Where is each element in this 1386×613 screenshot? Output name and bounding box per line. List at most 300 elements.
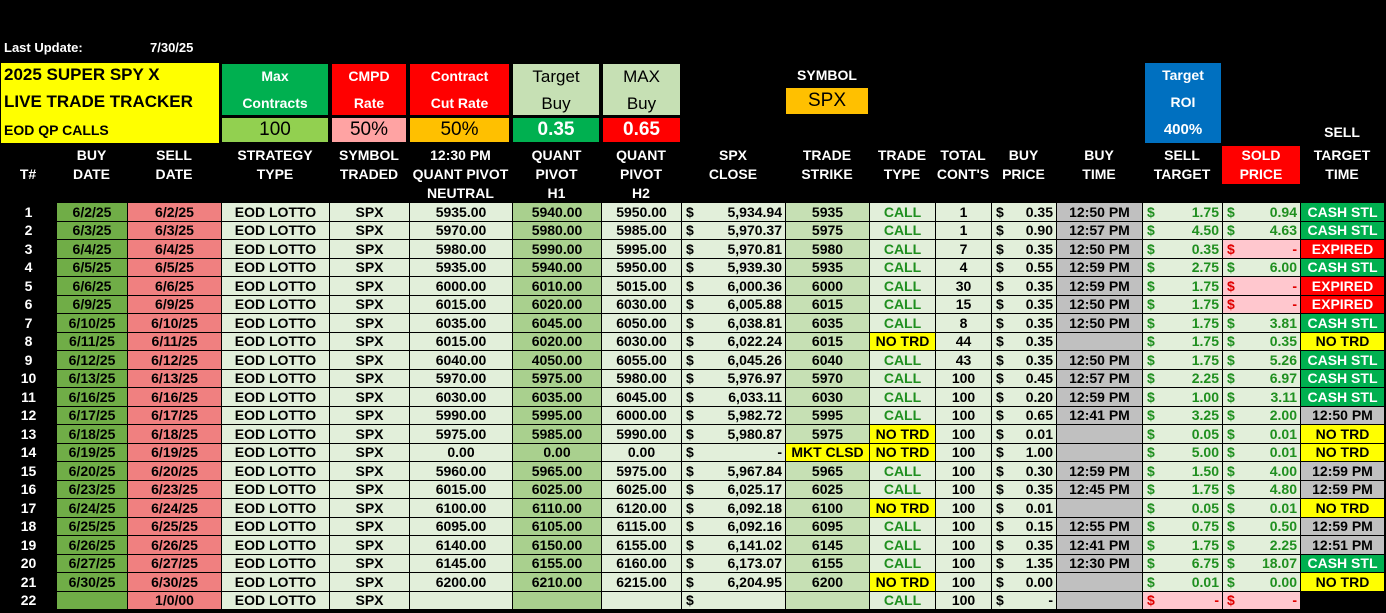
- cell-buy-price: $ 0.45: [992, 369, 1057, 388]
- col-header-buy-price: BUY PRICE: [1002, 147, 1045, 182]
- table-row: [1, 388, 1385, 407]
- cell-pivot-h1: 5940.00: [513, 203, 602, 222]
- cell-neutral: 5975.00: [410, 425, 513, 444]
- cell-total-conts: 4: [936, 258, 992, 277]
- cell-sold-price: $ 18.07: [1223, 554, 1301, 573]
- cell-sold-price: $ 2.00: [1223, 406, 1301, 425]
- cell-sell-target: $ 1.00: [1143, 388, 1223, 407]
- cell-tnum: 20: [1, 554, 57, 573]
- target-roi-label2: ROI: [1170, 94, 1196, 110]
- cell-pivot-h2: 5990.00: [602, 425, 682, 444]
- cell-pivot-h1: 6010.00: [513, 277, 602, 296]
- cell-symbol: SPX: [330, 369, 410, 388]
- cell-sell-date: 6/10/25: [128, 314, 222, 333]
- cell-target-time: CASH STL: [1301, 203, 1385, 222]
- cell-sell-target: $ -: [1143, 591, 1223, 610]
- col-header-buy-time: BUY TIME: [1082, 147, 1116, 182]
- cell-sell-date: 6/24/25: [128, 499, 222, 518]
- cell-buy-time: 12:30 PM: [1057, 554, 1143, 573]
- cell-pivot-h2: 5980.00: [602, 369, 682, 388]
- col-header-sold-price: SOLD PRICE: [1239, 147, 1283, 182]
- cell-trade-type: CALL: [870, 203, 936, 222]
- cmpd-rate-value: 50%: [331, 117, 407, 143]
- cell-trade-type: NO TRD: [870, 332, 936, 351]
- tracker-title-line3: EOD QP CALLS: [4, 122, 109, 138]
- cell-pivot-h1: 5985.00: [513, 425, 602, 444]
- cell-target-time: EXPIRED: [1301, 240, 1385, 259]
- cell-spx-close: $ 6,025.17: [682, 480, 786, 499]
- cell-pivot-h1: 4050.00: [513, 351, 602, 370]
- cell-trade-type: CALL: [870, 369, 936, 388]
- cell-buy-time: [1057, 591, 1143, 610]
- cell-buy-date: 6/19/25: [57, 443, 128, 462]
- table-row: [1, 443, 1385, 462]
- cell-spx-close: $ 5,980.87: [682, 425, 786, 444]
- cell-strike: 6145: [786, 536, 870, 555]
- cell-sell-target: $ 6.75: [1143, 554, 1223, 573]
- cell-pivot-h2: 6160.00: [602, 554, 682, 573]
- cell-buy-price: $ 0.35: [992, 314, 1057, 333]
- cell-sell-target: $ 0.05: [1143, 499, 1223, 518]
- cell-target-time: NO TRD: [1301, 499, 1385, 518]
- cell-strategy: EOD LOTTO: [222, 443, 330, 462]
- cell-buy-date: 6/17/25: [57, 406, 128, 425]
- cell-total-conts: 100: [936, 369, 992, 388]
- cell-pivot-h1: 0.00: [513, 443, 602, 462]
- cell-trade-type: NO TRD: [870, 573, 936, 592]
- cell-strike: 5995: [786, 406, 870, 425]
- symbol-value: SPX: [785, 87, 869, 115]
- cell-neutral: 5970.00: [410, 221, 513, 240]
- cell-neutral: 6015.00: [410, 332, 513, 351]
- col-header-sell-target: SELL TARGET: [1153, 147, 1211, 182]
- cell-trade-type: CALL: [870, 277, 936, 296]
- cell-sell-target: $ 1.75: [1143, 536, 1223, 555]
- cell-strike: 6025: [786, 480, 870, 499]
- cell-sold-price: $ 0.01: [1223, 443, 1301, 462]
- cell-sell-date: 6/4/25: [128, 240, 222, 259]
- cell-strategy: EOD LOTTO: [222, 369, 330, 388]
- cell-buy-price: $ 0.35: [992, 536, 1057, 555]
- cell-sell-date: 1/0/00: [128, 591, 222, 610]
- cell-strategy: EOD LOTTO: [222, 425, 330, 444]
- cell-buy-time: 12:59 PM: [1057, 388, 1143, 407]
- cell-sell-target: $ 1.50: [1143, 462, 1223, 481]
- cell-tnum: 2: [1, 221, 57, 240]
- cell-buy-time: 12:50 PM: [1057, 240, 1143, 259]
- cell-strike: 6200: [786, 573, 870, 592]
- cell-sell-date: 6/13/25: [128, 369, 222, 388]
- cell-strategy: EOD LOTTO: [222, 499, 330, 518]
- cell-sell-target: $ 3.25: [1143, 406, 1223, 425]
- cell-sell-target: $ 1.75: [1143, 277, 1223, 296]
- cell-sell-date: 6/20/25: [128, 462, 222, 481]
- cell-sold-price: $ -: [1223, 295, 1301, 314]
- cmpd-rate-label: CMPD Rate: [331, 63, 407, 116]
- cell-strike: 5975: [786, 425, 870, 444]
- cell-symbol: SPX: [330, 536, 410, 555]
- cell-buy-time: 12:59 PM: [1057, 462, 1143, 481]
- col-header-sell-date: SELL DATE: [155, 147, 193, 182]
- cell-sold-price: $ 4.00: [1223, 462, 1301, 481]
- cell-sell-date: 6/16/25: [128, 388, 222, 407]
- cell-trade-type: CALL: [870, 554, 936, 573]
- cell-buy-price: $ 0.01: [992, 425, 1057, 444]
- cell-trade-type: CALL: [870, 295, 936, 314]
- cell-pivot-h2: 5015.00: [602, 277, 682, 296]
- cell-sold-price: $ 0.01: [1223, 499, 1301, 518]
- cell-symbol: SPX: [330, 480, 410, 499]
- cell-tnum: 8: [1, 332, 57, 351]
- cell-neutral: 6145.00: [410, 554, 513, 573]
- cell-total-conts: 100: [936, 591, 992, 610]
- cell-tnum: 17: [1, 499, 57, 518]
- cell-sell-target: $ 5.00: [1143, 443, 1223, 462]
- cell-strategy: EOD LOTTO: [222, 554, 330, 573]
- cell-spx-close: $ 6,033.11: [682, 388, 786, 407]
- target-buy-label: Target Buy: [512, 63, 600, 116]
- cell-tnum: 13: [1, 425, 57, 444]
- cell-sold-price: $ 6.97: [1223, 369, 1301, 388]
- cell-sell-date: 6/11/25: [128, 332, 222, 351]
- cell-tnum: 6: [1, 295, 57, 314]
- cell-sell-target: $ 2.25: [1143, 369, 1223, 388]
- cell-pivot-h1: 6105.00: [513, 517, 602, 536]
- cell-trade-type: NO TRD: [870, 443, 936, 462]
- cell-symbol: SPX: [330, 277, 410, 296]
- cell-spx-close: $ 6,141.02: [682, 536, 786, 555]
- cell-symbol: SPX: [330, 332, 410, 351]
- cell-pivot-h2: 6000.00: [602, 406, 682, 425]
- cell-sold-price: $ 3.81: [1223, 314, 1301, 333]
- cell-total-conts: 100: [936, 536, 992, 555]
- table-row: [1, 240, 1385, 259]
- cell-spx-close: $ 5,976.97: [682, 369, 786, 388]
- cell-trade-type: CALL: [870, 388, 936, 407]
- cell-tnum: 11: [1, 388, 57, 407]
- cell-buy-date: 6/24/25: [57, 499, 128, 518]
- cell-buy-price: $ 0.35: [992, 277, 1057, 296]
- cell-total-conts: 100: [936, 425, 992, 444]
- col-header-tnum: T#: [19, 166, 37, 182]
- cell-pivot-h1: 5940.00: [513, 258, 602, 277]
- cell-target-time: NO TRD: [1301, 443, 1385, 462]
- cell-buy-time: [1057, 443, 1143, 462]
- cell-strategy: EOD LOTTO: [222, 462, 330, 481]
- cell-pivot-h2: 5950.00: [602, 258, 682, 277]
- table-row: [1, 314, 1385, 333]
- table-row: [1, 536, 1385, 555]
- cell-strike: 5935: [786, 258, 870, 277]
- cell-strike: 5970: [786, 369, 870, 388]
- table-row: [1, 369, 1385, 388]
- cell-strategy: EOD LOTTO: [222, 295, 330, 314]
- cell-buy-date: 6/27/25: [57, 554, 128, 573]
- cell-sell-target: $ 1.75: [1143, 203, 1223, 222]
- cell-target-time: CASH STL: [1301, 388, 1385, 407]
- cell-tnum: 14: [1, 443, 57, 462]
- cell-sell-date: 6/30/25: [128, 573, 222, 592]
- cell-strike: 6155: [786, 554, 870, 573]
- cell-strategy: EOD LOTTO: [222, 221, 330, 240]
- cell-neutral: 5960.00: [410, 462, 513, 481]
- cell-sell-date: 6/27/25: [128, 554, 222, 573]
- cell-spx-close: $ 5,982.72: [682, 406, 786, 425]
- cell-trade-type: CALL: [870, 351, 936, 370]
- cell-buy-price: $ 0.35: [992, 351, 1057, 370]
- cell-strategy: EOD LOTTO: [222, 314, 330, 333]
- table-row: [1, 295, 1385, 314]
- cell-neutral: 6140.00: [410, 536, 513, 555]
- cell-buy-date: 6/18/25: [57, 425, 128, 444]
- cell-pivot-h2: 6115.00: [602, 517, 682, 536]
- cell-trade-type: CALL: [870, 240, 936, 259]
- max-buy-value: 0.65: [602, 117, 681, 143]
- table-row: [1, 406, 1385, 425]
- cell-spx-close: $ 5,967.84: [682, 462, 786, 481]
- cell-pivot-h2: 5995.00: [602, 240, 682, 259]
- cell-tnum: 4: [1, 258, 57, 277]
- cell-spx-close: $ 6,092.16: [682, 517, 786, 536]
- cell-neutral: 5970.00: [410, 369, 513, 388]
- cell-pivot-h1: [513, 591, 602, 610]
- cell-pivot-h2: 6030.00: [602, 332, 682, 351]
- cell-trade-type: CALL: [870, 462, 936, 481]
- cell-buy-price: $ 0.65: [992, 406, 1057, 425]
- table-row: [1, 480, 1385, 499]
- cell-sell-target: $ 0.01: [1143, 573, 1223, 592]
- cell-spx-close: $ -: [682, 443, 786, 462]
- symbol-label: SYMBOL: [797, 67, 857, 83]
- cell-pivot-h1: 6110.00: [513, 499, 602, 518]
- cell-trade-type: CALL: [870, 221, 936, 240]
- cell-sell-date: 6/17/25: [128, 406, 222, 425]
- col-header-strike: TRADE STRIKE: [801, 147, 853, 182]
- cell-buy-time: 12:57 PM: [1057, 221, 1143, 240]
- cell-neutral: 6200.00: [410, 573, 513, 592]
- table-row: [1, 517, 1385, 536]
- cell-buy-time: 12:59 PM: [1057, 277, 1143, 296]
- cell-tnum: 5: [1, 277, 57, 296]
- cell-strike: 6040: [786, 351, 870, 370]
- cut-rate-value: 50%: [409, 117, 510, 143]
- cell-buy-time: [1057, 425, 1143, 444]
- cell-sell-date: 6/9/25: [128, 295, 222, 314]
- cell-spx-close: $ 6,173.07: [682, 554, 786, 573]
- cell-target-time: 12:59 PM: [1301, 480, 1385, 499]
- cell-strike: 6030: [786, 388, 870, 407]
- cell-target-time: CASH STL: [1301, 314, 1385, 333]
- cell-total-conts: 100: [936, 554, 992, 573]
- cell-strategy: EOD LOTTO: [222, 332, 330, 351]
- cell-trade-type: CALL: [870, 517, 936, 536]
- table-row: [1, 554, 1385, 573]
- cell-tnum: 10: [1, 369, 57, 388]
- target-buy-value: 0.35: [512, 117, 600, 143]
- cell-pivot-h1: 5980.00: [513, 221, 602, 240]
- cell-symbol: SPX: [330, 351, 410, 370]
- cell-buy-price: $ 1.35: [992, 554, 1057, 573]
- cell-total-conts: 100: [936, 462, 992, 481]
- table-row: [1, 332, 1385, 351]
- cell-symbol: SPX: [330, 203, 410, 222]
- cell-pivot-h1: 5975.00: [513, 369, 602, 388]
- cell-sell-target: $ 1.75: [1143, 332, 1223, 351]
- cell-pivot-h2: 6045.00: [602, 388, 682, 407]
- cell-strike: 5965: [786, 462, 870, 481]
- col-header-target-time: TARGET TIME: [1313, 147, 1371, 182]
- cell-buy-price: $ 0.35: [992, 240, 1057, 259]
- table-row: [1, 425, 1385, 444]
- cell-buy-date: 6/4/25: [57, 240, 128, 259]
- cell-neutral: 6015.00: [410, 480, 513, 499]
- cell-strategy: EOD LOTTO: [222, 388, 330, 407]
- cell-buy-date: 6/5/25: [57, 258, 128, 277]
- cell-buy-date: 6/12/25: [57, 351, 128, 370]
- cell-neutral: 6035.00: [410, 314, 513, 333]
- col-header-strategy: STRATEGY TYPE: [237, 147, 313, 182]
- cell-buy-price: $ 0.55: [992, 258, 1057, 277]
- cell-sell-target: $ 1.75: [1143, 480, 1223, 499]
- cell-symbol: SPX: [330, 240, 410, 259]
- cell-buy-time: 12:50 PM: [1057, 295, 1143, 314]
- cell-pivot-h2: 6050.00: [602, 314, 682, 333]
- cell-symbol: SPX: [330, 499, 410, 518]
- cell-sell-target: $ 1.75: [1143, 351, 1223, 370]
- cell-strike: 6015: [786, 332, 870, 351]
- cell-spx-close: $ 5,934.94: [682, 203, 786, 222]
- cell-spx-close: $ 6,005.88: [682, 295, 786, 314]
- table-row: [1, 573, 1385, 592]
- cell-neutral: 5980.00: [410, 240, 513, 259]
- cell-sell-date: 6/18/25: [128, 425, 222, 444]
- cell-symbol: SPX: [330, 462, 410, 481]
- cell-spx-close: $ 5,970.37: [682, 221, 786, 240]
- cell-buy-time: 12:50 PM: [1057, 314, 1143, 333]
- cell-neutral: 5935.00: [410, 203, 513, 222]
- cell-buy-time: [1057, 499, 1143, 518]
- cell-symbol: SPX: [330, 591, 410, 610]
- cell-spx-close: $ 6,092.18: [682, 499, 786, 518]
- cell-strategy: EOD LOTTO: [222, 203, 330, 222]
- cell-sold-price: $ 0.00: [1223, 573, 1301, 592]
- cell-symbol: SPX: [330, 443, 410, 462]
- cell-buy-date: 6/23/25: [57, 480, 128, 499]
- cell-sold-price: $ -: [1223, 591, 1301, 610]
- cell-total-conts: 8: [936, 314, 992, 333]
- cell-strike: 5975: [786, 221, 870, 240]
- max-contracts-value: 100: [221, 117, 329, 143]
- cell-total-conts: 100: [936, 573, 992, 592]
- cell-sell-target: $ 1.75: [1143, 295, 1223, 314]
- cell-tnum: 3: [1, 240, 57, 259]
- cell-spx-close: $ 6,000.36: [682, 277, 786, 296]
- cell-target-time: 12:59 PM: [1301, 517, 1385, 536]
- last-update-value: 7/30/25: [150, 40, 194, 55]
- cell-sell-target: $ 4.50: [1143, 221, 1223, 240]
- cell-total-conts: 100: [936, 499, 992, 518]
- cell-pivot-h2: 6215.00: [602, 573, 682, 592]
- cell-symbol: SPX: [330, 295, 410, 314]
- cell-buy-price: $ 0.35: [992, 295, 1057, 314]
- cell-sold-price: $ 3.11: [1223, 388, 1301, 407]
- cell-neutral: 6000.00: [410, 277, 513, 296]
- cell-trade-type: CALL: [870, 591, 936, 610]
- cell-symbol: SPX: [330, 258, 410, 277]
- cell-buy-price: $ 0.30: [992, 462, 1057, 481]
- cell-buy-price: $ -: [992, 591, 1057, 610]
- cell-strike: [786, 591, 870, 610]
- cell-trade-type: CALL: [870, 480, 936, 499]
- cell-neutral: [410, 591, 513, 610]
- cell-target-time: [1301, 591, 1385, 610]
- cell-target-time: CASH STL: [1301, 221, 1385, 240]
- table-row: [1, 351, 1385, 370]
- cell-pivot-h2: 6155.00: [602, 536, 682, 555]
- cell-symbol: SPX: [330, 573, 410, 592]
- cell-neutral: 6030.00: [410, 388, 513, 407]
- cell-tnum: 21: [1, 573, 57, 592]
- cell-buy-date: 6/20/25: [57, 462, 128, 481]
- cell-strategy: EOD LOTTO: [222, 591, 330, 610]
- cell-target-time: NO TRD: [1301, 425, 1385, 444]
- cell-buy-price: $ 0.35: [992, 203, 1057, 222]
- cell-target-time: 12:50 PM: [1301, 406, 1385, 425]
- tracker-title-line2: LIVE TRADE TRACKER: [4, 92, 193, 111]
- col-header-conts: TOTAL CONT'S: [936, 147, 990, 182]
- cell-total-conts: 43: [936, 351, 992, 370]
- cell-pivot-h2: 6025.00: [602, 480, 682, 499]
- cell-tnum: 12: [1, 406, 57, 425]
- cell-target-time: EXPIRED: [1301, 295, 1385, 314]
- cell-strike: 6095: [786, 517, 870, 536]
- cell-strategy: EOD LOTTO: [222, 573, 330, 592]
- cell-sell-date: 6/23/25: [128, 480, 222, 499]
- cell-pivot-h1: 6045.00: [513, 314, 602, 333]
- cell-symbol: SPX: [330, 554, 410, 573]
- cell-strategy: EOD LOTTO: [222, 258, 330, 277]
- cell-buy-time: 12:55 PM: [1057, 517, 1143, 536]
- cell-spx-close: $ 6,045.26: [682, 351, 786, 370]
- cell-total-conts: 44: [936, 332, 992, 351]
- cell-neutral: 6040.00: [410, 351, 513, 370]
- cell-sell-date: 6/5/25: [128, 258, 222, 277]
- cell-strategy: EOD LOTTO: [222, 240, 330, 259]
- cell-neutral: 6100.00: [410, 499, 513, 518]
- cell-tnum: 7: [1, 314, 57, 333]
- cell-strategy: EOD LOTTO: [222, 536, 330, 555]
- cell-sold-price: $ 2.25: [1223, 536, 1301, 555]
- cell-spx-close: $ 5,939.30: [682, 258, 786, 277]
- cell-strategy: EOD LOTTO: [222, 517, 330, 536]
- cell-tnum: 18: [1, 517, 57, 536]
- col-header-spx-close: SPX CLOSE: [708, 147, 758, 182]
- cell-buy-time: 12:41 PM: [1057, 536, 1143, 555]
- cell-sell-target: $ 0.35: [1143, 240, 1223, 259]
- cell-strategy: EOD LOTTO: [222, 480, 330, 499]
- cell-sold-price: $ 0.94: [1223, 203, 1301, 222]
- cell-pivot-h2: 5950.00: [602, 203, 682, 222]
- cell-buy-time: 12:41 PM: [1057, 406, 1143, 425]
- cell-target-time: 12:59 PM: [1301, 462, 1385, 481]
- cell-pivot-h2: 6120.00: [602, 499, 682, 518]
- cell-sell-date: 6/3/25: [128, 221, 222, 240]
- cell-symbol: SPX: [330, 517, 410, 536]
- cell-sell-target: $ 0.05: [1143, 425, 1223, 444]
- cell-strategy: EOD LOTTO: [222, 277, 330, 296]
- cell-neutral: 0.00: [410, 443, 513, 462]
- cell-total-conts: 100: [936, 388, 992, 407]
